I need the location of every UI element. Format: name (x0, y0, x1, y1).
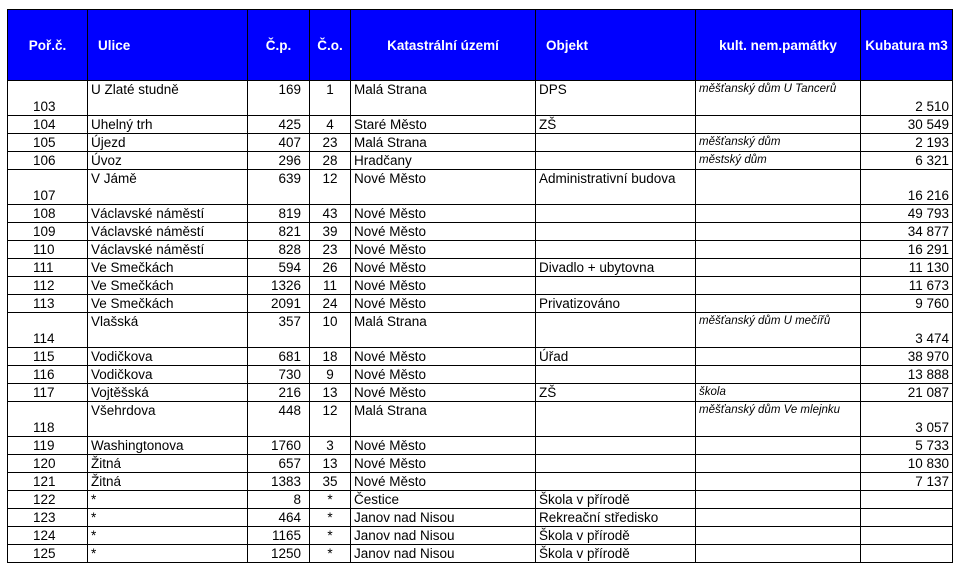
cell-co: * (310, 491, 351, 509)
cell-num: 125 (8, 545, 88, 563)
table-row (8, 277, 953, 295)
cell-katastr: Nové Město (351, 241, 536, 259)
cell-objekt (536, 241, 696, 259)
table-row (8, 384, 953, 402)
cell-co: 9 (310, 366, 351, 384)
table-row (8, 545, 953, 563)
cell-kubatura: 2 193 (861, 134, 953, 152)
cell-co: 10 (310, 313, 351, 348)
cell-num: 108 (8, 205, 88, 223)
table-row (8, 473, 953, 491)
cell-co: * (310, 527, 351, 545)
cell-kult: měšťanský dům (696, 134, 861, 152)
table-body (8, 81, 953, 563)
table-row (8, 366, 953, 384)
cell-kult (696, 455, 861, 473)
table-row (8, 241, 953, 259)
cell-num: 122 (8, 491, 88, 509)
header-num: Poř.č. (8, 10, 88, 81)
cell-kubatura: 7 137 (861, 473, 953, 491)
table-row (8, 402, 953, 437)
cell-ulice: U Zlaté studně (88, 81, 248, 116)
cell-co: 12 (310, 170, 351, 205)
cell-kult (696, 366, 861, 384)
cell-kult: měšťanský dům U Tancerů (696, 81, 861, 116)
cell-co: 39 (310, 223, 351, 241)
cell-num: 123 (8, 509, 88, 527)
cell-kubatura: 6 321 (861, 152, 953, 170)
cell-objekt: Divadlo + ubytovna (536, 259, 696, 277)
cell-cp: 425 (248, 116, 310, 134)
cell-kult (696, 527, 861, 545)
table-row (8, 223, 953, 241)
cell-katastr: Malá Strana (351, 134, 536, 152)
cell-katastr: Malá Strana (351, 313, 536, 348)
cell-ulice: Václavské náměstí (88, 205, 248, 223)
cell-kult: městský dům (696, 152, 861, 170)
header-cp: Č.p. (248, 10, 310, 81)
cell-num: 106 (8, 152, 88, 170)
cell-num: 109 (8, 223, 88, 241)
cell-co: 24 (310, 295, 351, 313)
cell-cp: 2091 (248, 295, 310, 313)
cell-num: 110 (8, 241, 88, 259)
cell-num: 115 (8, 348, 88, 366)
cell-co: 12 (310, 402, 351, 437)
cell-objekt (536, 277, 696, 295)
cell-kubatura: 21 087 (861, 384, 953, 402)
header-objekt: Objekt (536, 10, 696, 81)
cell-kubatura: 38 970 (861, 348, 953, 366)
table-row (8, 295, 953, 313)
cell-ulice: V Jámě (88, 170, 248, 205)
cell-kubatura: 49 793 (861, 205, 953, 223)
cell-kult (696, 509, 861, 527)
cell-co: 35 (310, 473, 351, 491)
cell-ulice: Všehrdova (88, 402, 248, 437)
cell-ulice: Ve Smečkách (88, 277, 248, 295)
cell-katastr: Janov nad Nisou (351, 527, 536, 545)
cell-kubatura: 10 830 (861, 455, 953, 473)
table-row (8, 170, 953, 205)
cell-kubatura: 5 733 (861, 437, 953, 455)
cell-kult (696, 348, 861, 366)
cell-katastr: Hradčany (351, 152, 536, 170)
cell-objekt (536, 134, 696, 152)
cell-cp: 657 (248, 455, 310, 473)
cell-num: 119 (8, 437, 88, 455)
table-header (8, 10, 953, 81)
cell-kubatura (861, 527, 953, 545)
table-row (8, 491, 953, 509)
cell-katastr: Malá Strana (351, 81, 536, 116)
cell-objekt: Rekreační středisko (536, 509, 696, 527)
cell-ulice: Václavské náměstí (88, 223, 248, 241)
cell-num: 120 (8, 455, 88, 473)
cell-objekt: ZŠ (536, 116, 696, 134)
cell-katastr: Nové Město (351, 437, 536, 455)
cell-ulice: Ve Smečkách (88, 259, 248, 277)
cell-ulice: Žitná (88, 473, 248, 491)
table-row (8, 509, 953, 527)
cell-cp: 464 (248, 509, 310, 527)
cell-kubatura: 16 291 (861, 241, 953, 259)
cell-kubatura: 16 216 (861, 170, 953, 205)
cell-ulice: Újezd (88, 134, 248, 152)
cell-objekt: Úřad (536, 348, 696, 366)
cell-num: 124 (8, 527, 88, 545)
cell-kubatura: 13 888 (861, 366, 953, 384)
cell-objekt: Administrativní budova (536, 170, 696, 205)
table-row (8, 259, 953, 277)
cell-co: 13 (310, 455, 351, 473)
cell-kubatura: 9 760 (861, 295, 953, 313)
cell-katastr: Nové Město (351, 384, 536, 402)
cell-katastr: Nové Město (351, 455, 536, 473)
cell-ulice: Úvoz (88, 152, 248, 170)
cell-objekt (536, 366, 696, 384)
cell-kubatura (861, 509, 953, 527)
cell-num: 114 (8, 313, 88, 348)
header-ulice: Ulice (88, 10, 248, 81)
cell-cp: 828 (248, 241, 310, 259)
cell-cp: 448 (248, 402, 310, 437)
cell-kubatura: 34 877 (861, 223, 953, 241)
table-row (8, 116, 953, 134)
cell-ulice: * (88, 545, 248, 563)
cell-kult (696, 170, 861, 205)
cell-num: 104 (8, 116, 88, 134)
cell-katastr: Nové Město (351, 295, 536, 313)
cell-katastr: Janov nad Nisou (351, 545, 536, 563)
cell-kult (696, 205, 861, 223)
cell-kubatura: 3 057 (861, 402, 953, 437)
cell-kubatura: 11 130 (861, 259, 953, 277)
cell-ulice: Vodičkova (88, 366, 248, 384)
cell-co: 23 (310, 241, 351, 259)
cell-cp: 594 (248, 259, 310, 277)
cell-katastr: Malá Strana (351, 402, 536, 437)
header-kubatura: Kubatura m3 (861, 10, 953, 81)
cell-co: 26 (310, 259, 351, 277)
property-table-container (7, 9, 952, 563)
cell-kult: měšťanský dům U mečířů (696, 313, 861, 348)
table-row (8, 313, 953, 348)
cell-cp: 8 (248, 491, 310, 509)
cell-kult (696, 491, 861, 509)
cell-num: 113 (8, 295, 88, 313)
header-co: Č.o. (310, 10, 351, 81)
cell-katastr: Nové Město (351, 277, 536, 295)
cell-katastr: Janov nad Nisou (351, 509, 536, 527)
cell-katastr: Nové Město (351, 348, 536, 366)
table-row (8, 455, 953, 473)
cell-ulice: Uhelný trh (88, 116, 248, 134)
cell-katastr: Nové Město (351, 259, 536, 277)
cell-objekt: Škola v přírodě (536, 491, 696, 509)
cell-num: 117 (8, 384, 88, 402)
cell-kult (696, 437, 861, 455)
cell-num: 107 (8, 170, 88, 205)
table-row (8, 527, 953, 545)
cell-co: * (310, 545, 351, 563)
cell-kubatura: 11 673 (861, 277, 953, 295)
cell-num: 111 (8, 259, 88, 277)
cell-cp: 821 (248, 223, 310, 241)
cell-objekt (536, 205, 696, 223)
cell-katastr: Nové Město (351, 170, 536, 205)
cell-cp: 730 (248, 366, 310, 384)
cell-ulice: Václavské náměstí (88, 241, 248, 259)
cell-co: 11 (310, 277, 351, 295)
cell-ulice: Ve Smečkách (88, 295, 248, 313)
cell-co: 13 (310, 384, 351, 402)
cell-ulice: Washingtonova (88, 437, 248, 455)
cell-cp: 1760 (248, 437, 310, 455)
cell-katastr: Nové Město (351, 205, 536, 223)
cell-kult (696, 277, 861, 295)
cell-kult (696, 116, 861, 134)
table-row (8, 152, 953, 170)
cell-objekt (536, 437, 696, 455)
cell-co: 18 (310, 348, 351, 366)
cell-cp: 407 (248, 134, 310, 152)
cell-katastr: Staré Město (351, 116, 536, 134)
cell-cp: 296 (248, 152, 310, 170)
cell-cp: 1250 (248, 545, 310, 563)
cell-co: 4 (310, 116, 351, 134)
cell-ulice: Vodičkova (88, 348, 248, 366)
cell-objekt: Privatizováno (536, 295, 696, 313)
cell-ulice: * (88, 509, 248, 527)
cell-num: 112 (8, 277, 88, 295)
cell-katastr: Nové Město (351, 473, 536, 491)
cell-co: 3 (310, 437, 351, 455)
cell-ulice: Vlašská (88, 313, 248, 348)
cell-kubatura: 3 474 (861, 313, 953, 348)
table-row (8, 348, 953, 366)
cell-kult (696, 545, 861, 563)
cell-kult (696, 241, 861, 259)
table-row (8, 437, 953, 455)
cell-cp: 357 (248, 313, 310, 348)
cell-kult: škola (696, 384, 861, 402)
cell-katastr: Nové Město (351, 223, 536, 241)
cell-objekt: ZŠ (536, 384, 696, 402)
cell-katastr: Čestice (351, 491, 536, 509)
cell-num: 116 (8, 366, 88, 384)
cell-kult (696, 473, 861, 491)
cell-cp: 216 (248, 384, 310, 402)
cell-cp: 169 (248, 81, 310, 116)
property-table (7, 9, 953, 563)
cell-cp: 1383 (248, 473, 310, 491)
cell-objekt (536, 313, 696, 348)
cell-kubatura (861, 491, 953, 509)
cell-kult (696, 223, 861, 241)
cell-objekt (536, 223, 696, 241)
cell-objekt (536, 455, 696, 473)
table-row (8, 134, 953, 152)
cell-objekt: Škola v přírodě (536, 527, 696, 545)
cell-cp: 639 (248, 170, 310, 205)
cell-co: 1 (310, 81, 351, 116)
cell-cp: 681 (248, 348, 310, 366)
header-katastr: Katastrální území (351, 10, 536, 81)
cell-ulice: Vojtěšská (88, 384, 248, 402)
cell-katastr: Nové Město (351, 366, 536, 384)
cell-kult (696, 259, 861, 277)
cell-num: 103 (8, 81, 88, 116)
cell-ulice: Žitná (88, 455, 248, 473)
header-kult: kult. nem.památky (696, 10, 861, 81)
cell-cp: 1326 (248, 277, 310, 295)
cell-objekt (536, 402, 696, 437)
cell-co: * (310, 509, 351, 527)
cell-num: 121 (8, 473, 88, 491)
cell-kubatura (861, 545, 953, 563)
cell-objekt (536, 473, 696, 491)
table-row (8, 205, 953, 223)
cell-ulice: * (88, 491, 248, 509)
cell-num: 118 (8, 402, 88, 437)
cell-kult (696, 295, 861, 313)
cell-co: 23 (310, 134, 351, 152)
cell-kubatura: 30 549 (861, 116, 953, 134)
cell-ulice: * (88, 527, 248, 545)
cell-cp: 819 (248, 205, 310, 223)
cell-cp: 1165 (248, 527, 310, 545)
cell-objekt (536, 152, 696, 170)
cell-objekt: DPS (536, 81, 696, 116)
cell-num: 105 (8, 134, 88, 152)
cell-co: 43 (310, 205, 351, 223)
cell-kult: měšťanský dům Ve mlejnku (696, 402, 861, 437)
table-row (8, 81, 953, 116)
cell-kubatura: 2 510 (861, 81, 953, 116)
cell-objekt: Škola v přírodě (536, 545, 696, 563)
cell-co: 28 (310, 152, 351, 170)
